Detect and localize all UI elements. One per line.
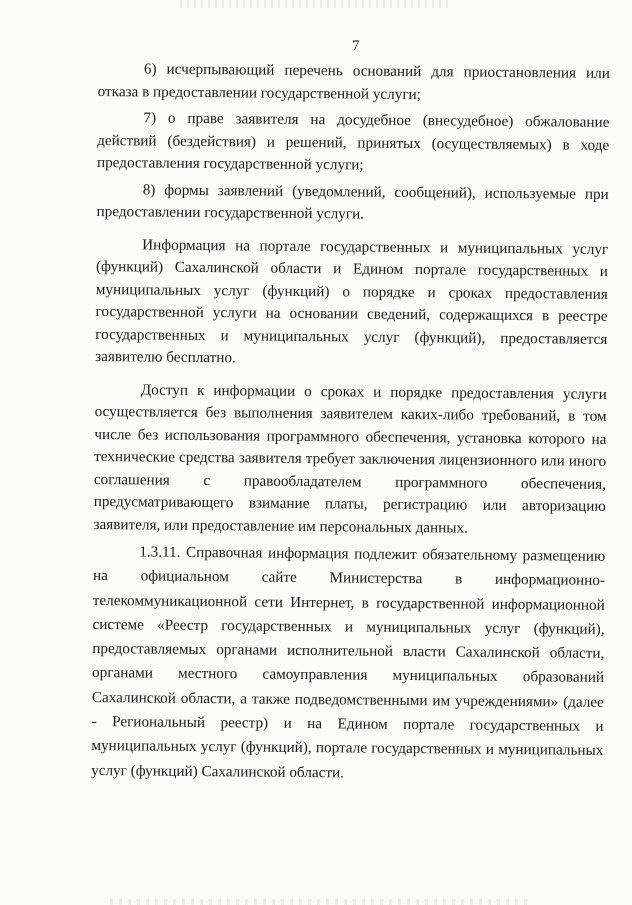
page-number: 7 bbox=[352, 38, 360, 54]
paragraph-item-8: 8) формы заявлений (уведомлений, сообщений), используемые при предоставлении государственной услуги. bbox=[96, 180, 609, 223]
scan-artifact-top bbox=[180, 0, 450, 8]
paragraph-item-6: 6) исчерпывающий перечень оснований для приостановления или отказа в предоставлении государственной услуги; bbox=[97, 60, 610, 103]
paragraph-item-7: 7) о праве заявителя на досудебное (внесудебное) обжалование действий (бездействия) и решений, принятых (осуществляемых) в ходе предоставления государственной услуги; bbox=[96, 109, 610, 174]
document-body bbox=[91, 58, 610, 792]
paragraph-portal-info: Информация на портале государственных и муниципальных услуг (функций) Сахалинской области и Едином портале государственных и муниципальных услуг (функций) о порядке и сроках предоставления государственной услуги на основании сведений, содержащихся в реестре государственных и муниципальных услуг (функций), предоставляется заявителю бесплатно. bbox=[95, 235, 609, 367]
scan-artifact-bottom bbox=[110, 899, 530, 905]
paragraph-access-info: Доступ к информации о сроках и порядке предоставления услуги осуществляется без выполнения заявителем каких-либо требований, в том числе без использования программного обеспечения, установка которого на технические средства заявителя требует заключения лицензионного или иного соглашения с правообладателем программного обеспечения, предусматривающего взимание платы, регистрацию или авторизацию заявителя, или предоставление им персональных данных. bbox=[93, 380, 607, 537]
paragraph-1-3-11: 1.3.11. Справочная информация подлежит обязательному размещению на официальном сайте Министерства в информационно-телекоммуникационной сети Интернет, в государственной информационной системе «Реестр государственных и муниципальных услуг (функций), предоставляемых органами исполнительной власти Сахалинской области, органами местного самоуправления муниципальных образований Сахалинской области, а также подведомственными им учреждениями» (далее - Региональный реестр) и на Едином портале государственных и муниципальных услуг (функций), портале государственных и муниципальных услуг (функций) Сахалинской области. bbox=[91, 543, 606, 782]
